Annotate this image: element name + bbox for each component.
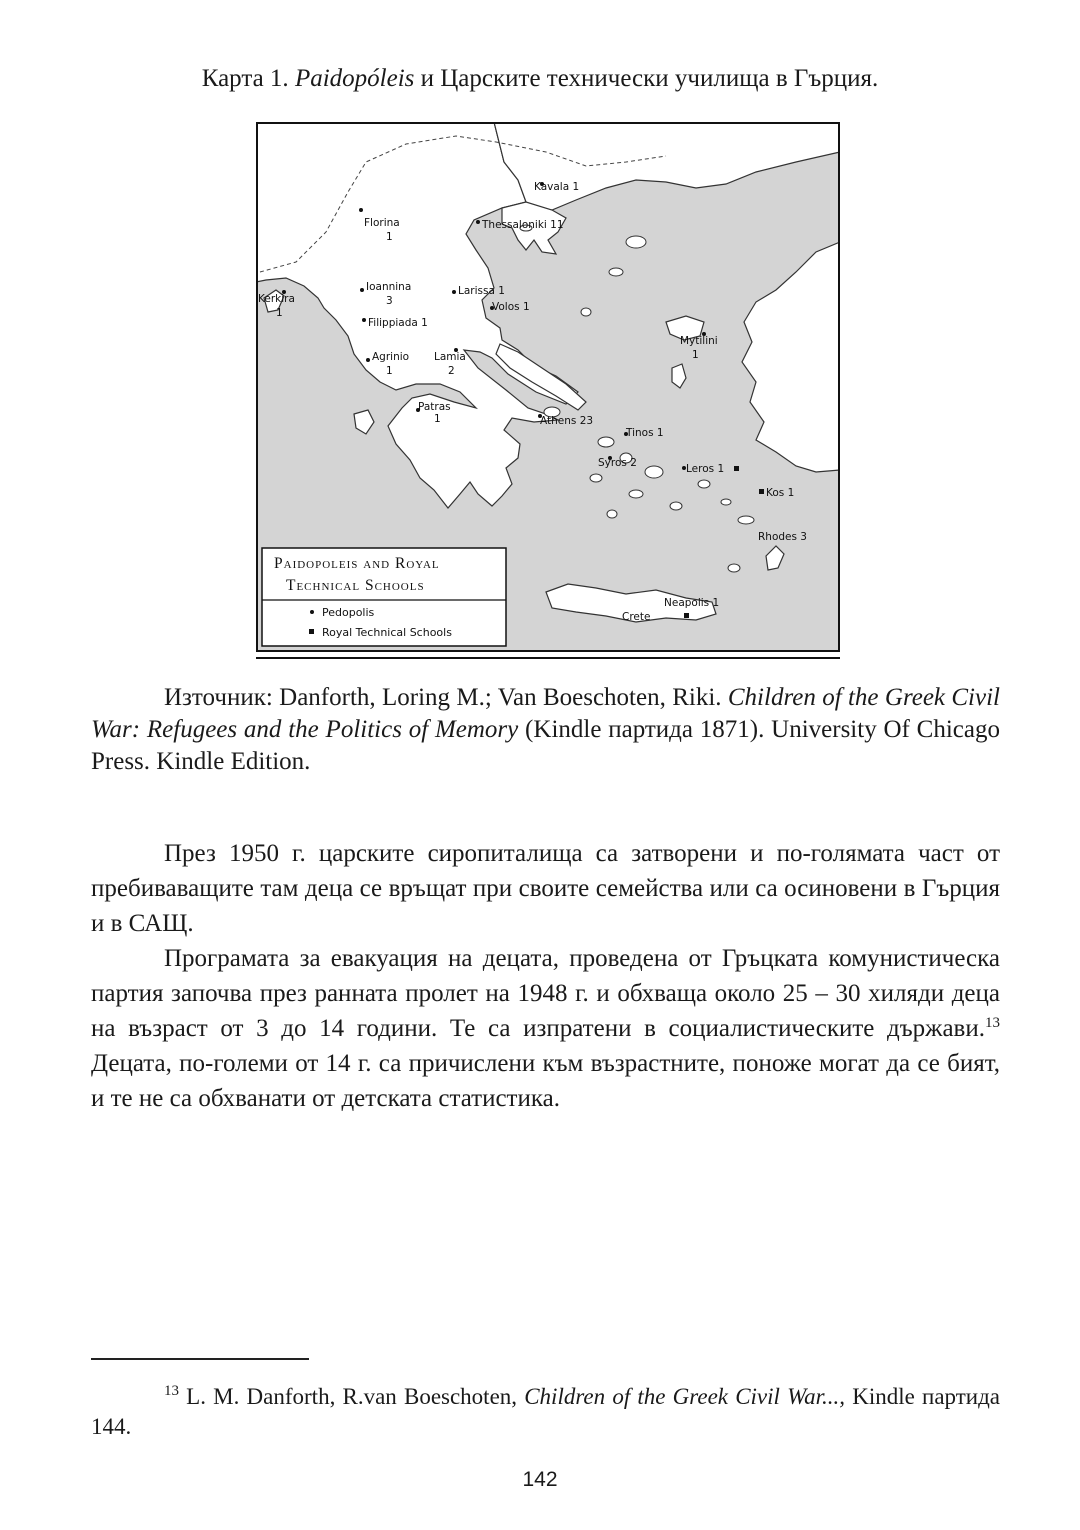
label-syros: Syros 2 [598, 457, 637, 469]
label-kos: Kos 1 [766, 487, 795, 499]
label-leros: Leros 1 [686, 463, 725, 475]
caption-suffix: и Царските технически училища в Гърция. [414, 65, 879, 92]
label-tinos: Tinos 1 [626, 427, 664, 439]
label-lamia-count: 2 [448, 365, 455, 377]
legend-item-royal: Royal Technical Schools [322, 626, 452, 639]
label-ioannina-count: 3 [386, 295, 393, 307]
paragraph-1: През 1950 г. царските сиропиталища са затворени и по-голямата част от пребиваващите там деца се връщат при своите семейства или са осиновени в Гърция и в САЩ. [91, 840, 1000, 937]
label-patras-count: 1 [434, 413, 441, 425]
label-ioannina: Ioannina [366, 281, 412, 293]
greece-map [256, 122, 840, 662]
footnote-suffix: Kindle партида 144. [91, 1384, 1000, 1439]
source-suffix: (Kindle партида 1871). University Of Chicago Press. Kindle Edition. [91, 716, 1000, 775]
legend-title-line2: Technical Schools [286, 577, 425, 594]
label-crete: Crete [622, 611, 651, 623]
source-citation [91, 682, 1000, 778]
label-rhodes: Rhodes 3 [758, 531, 807, 543]
label-athens: Athens 23 [540, 415, 594, 427]
paragraph-2 [91, 941, 1000, 1116]
label-kerkira: Kerkira [258, 293, 295, 305]
caption-italic-term: Paidopóleis [294, 65, 415, 92]
label-agrinio: Agrinio [372, 351, 410, 363]
paragraph-2-before: Програмата за евакуация на децата, проведена от Гръцката комунистическа партия започва през ранната пролет на 1948 г. и обхваща около 25 – 30 хиляди деца на възраст от 3 до 14 години. Те са изпратени в социалистическите държави. [91, 945, 1000, 1042]
label-mytilini: Mytilini [680, 335, 718, 347]
label-filippiada: Filippiada 1 [368, 317, 428, 329]
label-florina: Florina [364, 217, 400, 229]
label-larissa: Larissa 1 [458, 285, 505, 297]
footnote-rule [91, 1358, 309, 1360]
footnote [91, 1382, 1000, 1442]
caption-prefix: Карта 1. [201, 65, 295, 92]
label-florina-count: 1 [386, 231, 393, 243]
label-kavala: Kavala 1 [534, 181, 580, 193]
label-neapolis: Neapolis 1 [664, 597, 720, 609]
label-lamia: Lamia [434, 351, 466, 363]
label-thessaloniki: Thessaloniki 11 [482, 219, 564, 231]
page-number: 142 [522, 1468, 558, 1491]
label-volos: Volos 1 [492, 301, 530, 313]
map-legend [262, 548, 506, 646]
label-agrinio-count: 1 [386, 365, 393, 377]
legend-title-line1: Paidopoleis and Royal [274, 555, 440, 572]
source-prefix: Източник: Danforth, Loring M.; Van Boeschoten, Riki. [164, 684, 728, 711]
paragraph-2-after: Децата, по-големи от 14 г. са причислени към възрастните, поноже могат да се бият, и те не са обхванати от детската статистика. [91, 1050, 1000, 1112]
label-patras: Patras [418, 401, 451, 413]
legend-item-pedopolis: Pedopolis [322, 606, 375, 619]
footnote-prefix: L. M. Danforth, R.van Boeschoten, [179, 1384, 525, 1409]
body-text [91, 836, 1000, 1116]
source-italic-title: Children of the Greek Civil War: Refugees and the Politics of Memory [91, 684, 1000, 743]
map-caption [0, 62, 1080, 96]
footnote-number: 13 [164, 1383, 179, 1399]
label-mytilini-count: 1 [692, 349, 699, 361]
label-kerkira-count: 1 [276, 307, 283, 319]
footnote-ref: 13 [985, 1015, 1000, 1031]
footnote-italic-title: Children of the Greek Civil War..., [524, 1384, 846, 1409]
